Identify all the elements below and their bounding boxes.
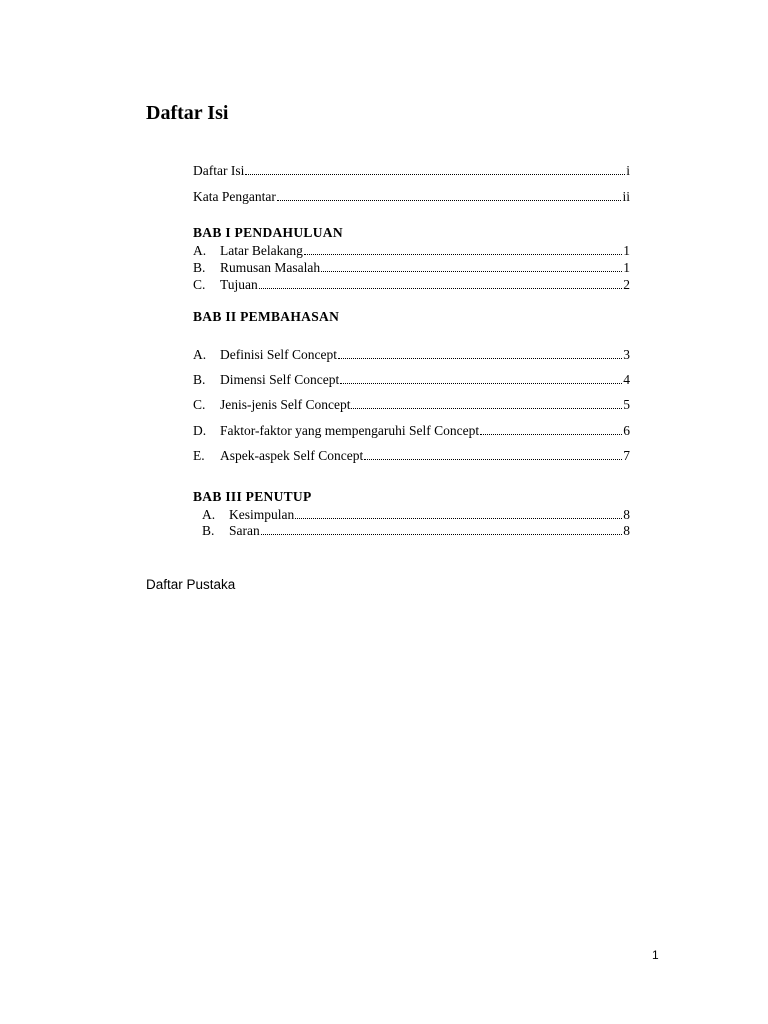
toc-entry-mark: E. (193, 448, 205, 463)
page-number: 1 (652, 948, 659, 962)
toc-entry-page: 6 (623, 423, 630, 438)
toc-entry-mark: B. (202, 523, 215, 538)
toc-entry-kesimpulan[interactable] (202, 507, 630, 523)
toc-entry-label: Saran (229, 523, 260, 538)
toc-entry-latar-belakang[interactable] (193, 243, 630, 259)
chapter-heading-bab-3: BAB III PENUTUP (193, 489, 312, 504)
toc-entry-mark: A. (202, 507, 216, 522)
page-title: Daftar Isi (146, 102, 229, 124)
dot-leader (338, 357, 622, 359)
dot-leader (295, 517, 622, 519)
toc-entry-label: Kata Pengantar (193, 189, 276, 204)
toc-entry-page: 8 (623, 523, 630, 538)
toc-entry-page: 1 (623, 260, 630, 275)
dot-leader (321, 270, 622, 272)
toc-entry-label: Tujuan (220, 277, 258, 292)
toc-entry-label: Rumusan Masalah (220, 260, 321, 275)
toc-entry-page: 5 (623, 397, 630, 412)
toc-entry-label: Aspek-aspek Self Concept (220, 448, 364, 463)
toc-entry-page: 7 (623, 448, 630, 463)
toc-entry-mark: B. (193, 260, 206, 275)
toc-entry-page: i (626, 163, 630, 178)
toc-entry-mark: C. (193, 277, 206, 292)
toc-entry-kata-pengantar[interactable] (193, 189, 630, 205)
toc-entry-mark: D. (193, 423, 207, 438)
toc-entry-label: Definisi Self Concept (220, 347, 337, 362)
toc-entry-daftar-pustaka[interactable]: Daftar Pustaka (146, 577, 236, 592)
toc-entry-page: 3 (623, 347, 630, 362)
toc-entry-label: Latar Belakang (220, 243, 303, 258)
toc-entry-saran[interactable] (202, 523, 630, 539)
toc-entry-definisi[interactable] (193, 347, 630, 363)
dot-leader (351, 407, 622, 409)
toc-entry-dimensi[interactable] (193, 372, 630, 388)
chapter-heading-bab-1: BAB I PENDAHULUAN (193, 225, 343, 240)
toc-entry-label: Kesimpulan (229, 507, 295, 522)
toc-entry-mark: C. (193, 397, 206, 412)
toc-entry-page: 4 (623, 372, 630, 387)
dot-leader (364, 458, 622, 460)
toc-entry-jenis-jenis[interactable] (193, 397, 630, 413)
toc-entry-label: Jenis-jenis Self Concept (220, 397, 351, 412)
toc-entry-mark: A. (193, 347, 207, 362)
toc-entry-mark: A. (193, 243, 207, 258)
dot-leader (277, 199, 622, 201)
toc-entry-page: 8 (623, 507, 630, 522)
toc-entry-tujuan[interactable] (193, 277, 630, 293)
toc-entry-daftar-isi[interactable] (193, 163, 630, 179)
toc-entry-rumusan-masalah[interactable] (193, 260, 630, 276)
toc-entry-mark: B. (193, 372, 206, 387)
toc-entry-faktor-faktor[interactable] (193, 423, 630, 439)
toc-entry-aspek-aspek[interactable] (193, 448, 630, 464)
toc-entry-label: Faktor-faktor yang mempengaruhi Self Concept (220, 423, 480, 438)
dot-leader (304, 253, 622, 255)
toc-entry-page: 1 (623, 243, 630, 258)
dot-leader (261, 533, 623, 535)
toc-entry-label: Dimensi Self Concept (220, 372, 340, 387)
dot-leader (480, 433, 622, 435)
dot-leader (245, 173, 625, 175)
toc-entry-page: ii (622, 189, 630, 204)
dot-leader (340, 382, 622, 384)
chapter-heading-bab-2: BAB II PEMBAHASAN (193, 309, 340, 324)
toc-entry-label: Daftar Isi (193, 163, 245, 178)
toc-entry-page: 2 (623, 277, 630, 292)
dot-leader (259, 287, 622, 289)
